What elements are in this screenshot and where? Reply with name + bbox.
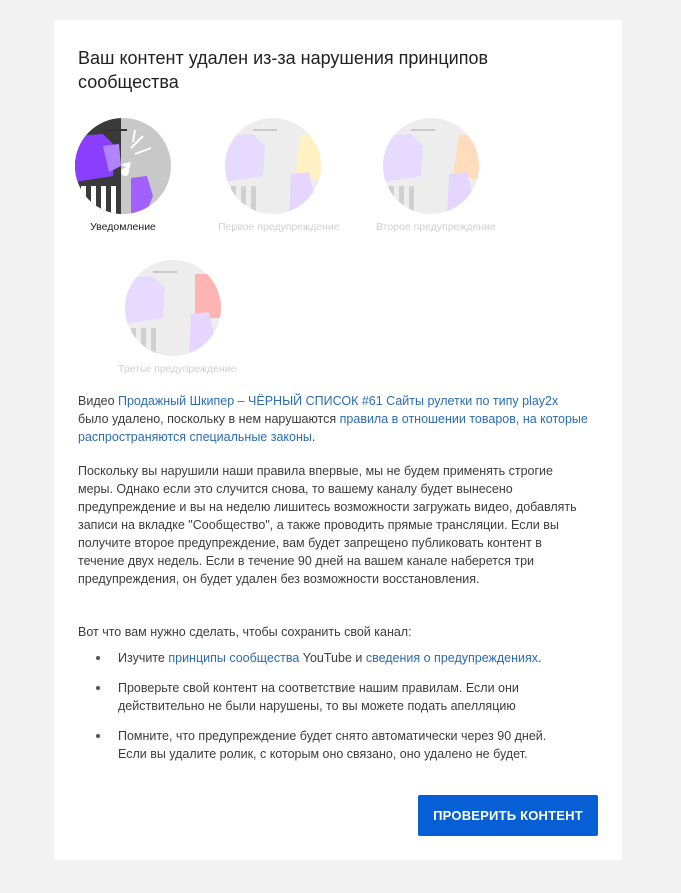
strike-first-warning <box>218 116 340 233</box>
review-content-button[interactable]: ПРОВЕРИТЬ КОНТЕНТ <box>418 795 598 836</box>
strike-label: Уведомление <box>90 221 156 233</box>
action-list <box>78 649 578 775</box>
strikes-info-link[interactable]: сведения о предупреждениях <box>365 651 539 665</box>
removal-paragraph <box>78 392 588 446</box>
first-warning-illustration <box>223 116 323 216</box>
bullet-icon <box>96 734 100 738</box>
notice-illustration <box>73 116 173 216</box>
page-title: Ваш контент удален из-за нарушения принципов сообщества <box>78 48 489 92</box>
strike-label: Третье предупреждение <box>118 363 237 375</box>
list-item <box>78 727 578 763</box>
list-item <box>78 649 578 667</box>
removal-middle: было удалено, поскольку в нем нарушаются <box>78 412 340 426</box>
step-text: YouTube и <box>299 651 366 665</box>
step-text: Помните, что предупреждение будет снято автоматически через 90 дней. Если вы удалите ролик, с которым оно связано, оно удалено не будет. <box>118 729 547 761</box>
community-guidelines-link[interactable]: принципы сообщества <box>168 651 300 665</box>
actions-intro: Вот что вам нужно сделать, чтобы сохранить свой канал: <box>78 625 412 639</box>
strike-second-warning <box>376 116 496 233</box>
bullet-icon <box>96 686 100 690</box>
strike-third-warning <box>118 258 237 375</box>
removal-suffix: . <box>311 430 316 444</box>
strike-label: Второе предупреждение <box>376 221 496 233</box>
list-item <box>78 679 578 715</box>
consequences-paragraph: Поскольку вы нарушили наши правила впервые, мы не будем применять строгие меры. Однако если это случится снова, то вашему каналу будет вынесено предупреждение и вы на неделю лишитесь возможности загружать видео, добавлять записи на вкладке "Сообщество", а также проводить прямые трансляции. Если вы получите второе предупреждение, вам будет запрещено публиковать контент в течение двух недель. Если в течение 90 дней на вашем канале наберется три предупреждения, он будет удален без возможности восстановления. <box>78 464 577 586</box>
removal-prefix: Видео <box>78 394 118 408</box>
notification-card <box>54 20 622 860</box>
step-text: . <box>538 651 542 665</box>
third-warning-illustration <box>123 258 223 358</box>
video-link[interactable]: Продажный Шкипер – ЧЁРНЫЙ СПИСОК #61 Сайты рулетки по типу play2x <box>118 394 559 408</box>
strike-label: Первое предупреждение <box>218 221 340 233</box>
strike-notice <box>68 116 178 233</box>
step-text: Проверьте свой контент на соответствие нашим правилам. Если они действительно не были нарушены, то вы можете подать апелляцию <box>118 681 519 713</box>
second-warning-illustration <box>381 116 481 216</box>
bullet-icon <box>96 656 100 660</box>
step-text: Изучите <box>118 651 169 665</box>
policy-link[interactable]: правила в отношении товаров, на которые распространяются специальные законы <box>78 412 588 444</box>
